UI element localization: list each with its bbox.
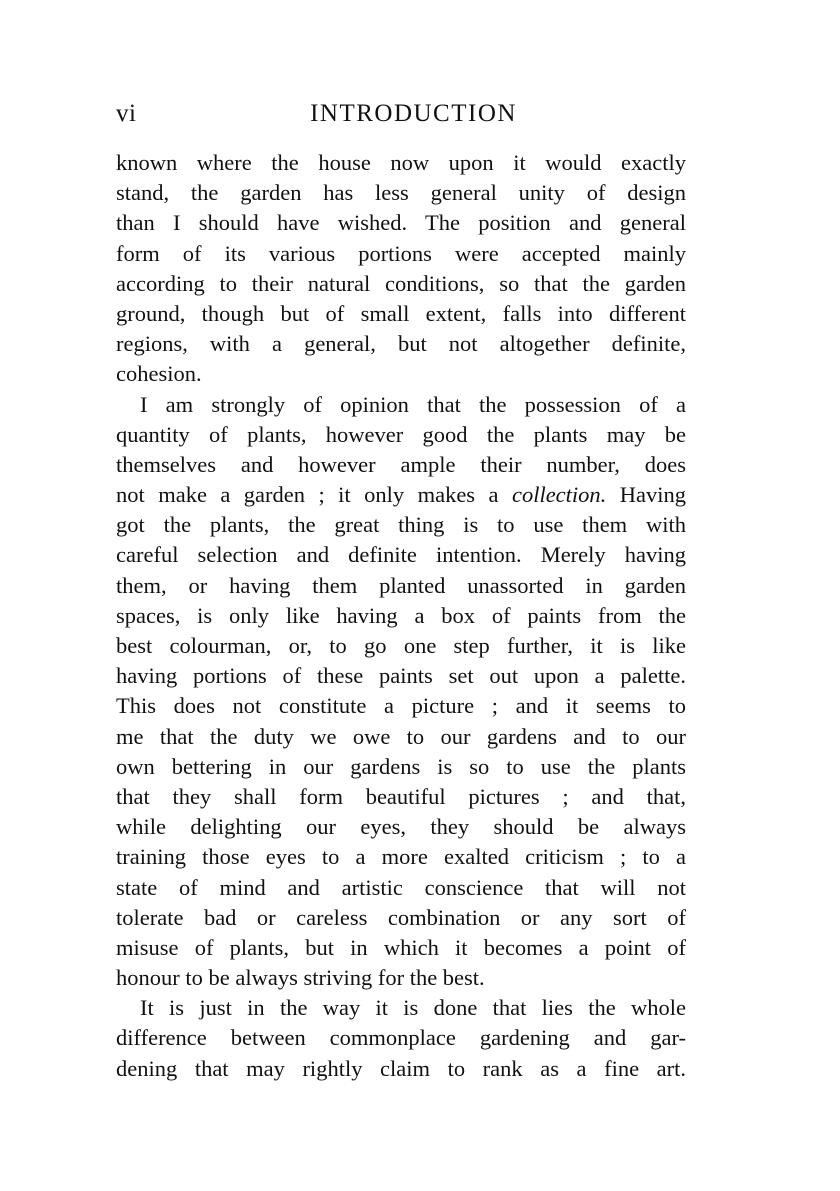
text-line: training those eyes to a more exalted criticism ; to a [116,844,686,870]
text-line: This does not constitute a picture ; and it seems to [116,693,686,719]
text-line: while delighting our eyes, they should be always [116,814,686,840]
text-line: It is just in the way it is done that lies the whole [140,995,686,1021]
text-line: them, or having them planted unassorted in garden [116,572,686,598]
text-line: form of its various portions were accepted mainly [116,240,686,266]
text-line: difference between commonplace gardening and gar- [116,1025,686,1051]
running-head [116,100,686,136]
text-segment: Having [606,482,686,508]
text-line: than I should have wished. The position and general [116,210,686,236]
text-line: known where the house now upon it would exactly [116,150,686,175]
text-line-with-italic [116,480,686,510]
text-line: misuse of plants, but in which it becomes a point of [116,934,686,960]
text-line: ground, though but of small extent, falls into different [116,300,686,326]
paragraph [116,993,686,1084]
italic-word: collection. [511,482,607,508]
text-line: stand, the garden has less general unity of design [116,180,686,206]
text-line: according to their natural conditions, so that the garden [116,270,686,296]
text-line: careful selection and definite intention. Merely having [116,542,686,568]
text-line: got the plants, the great thing is to use them with [116,512,686,538]
text-line: spaces, is only like having a box of paints from the [116,602,686,628]
text-line: having portions of these paints set out upon a palette. [116,663,686,689]
paragraph [116,148,686,390]
page-number: vi [116,100,137,127]
body-text [116,148,686,1084]
text-line: themselves and however ample their number, does [116,451,686,477]
text-line: cohesion. [116,361,202,387]
text-line: regions, with a general, but not altogether definite, [116,331,686,357]
text-line: best colourman, or, to go one step further, it is like [116,633,686,658]
text-line: dening that may rightly claim to rank as a fine art. [116,1055,686,1081]
text-segment: not make a garden ; it only makes a [116,482,512,508]
text-line: tolerate bad or careless combination or any sort of [116,904,686,930]
text-line: honour to be always striving for the best. [116,965,485,991]
text-line: own bettering in our gardens is so to use the plants [116,753,686,779]
text-line: that they shall form beautiful pictures ; and that, [116,783,686,809]
text-line: quantity of plants, however good the plants may be [116,421,686,447]
text-line: I am strongly of opinion that the possession of a [140,391,686,417]
text-line: me that the duty we owe to our gardens and to our [116,723,686,749]
text-line: state of mind and artistic conscience that will not [116,874,686,900]
paragraph [116,390,686,994]
running-title: INTRODUCTION [310,100,517,127]
